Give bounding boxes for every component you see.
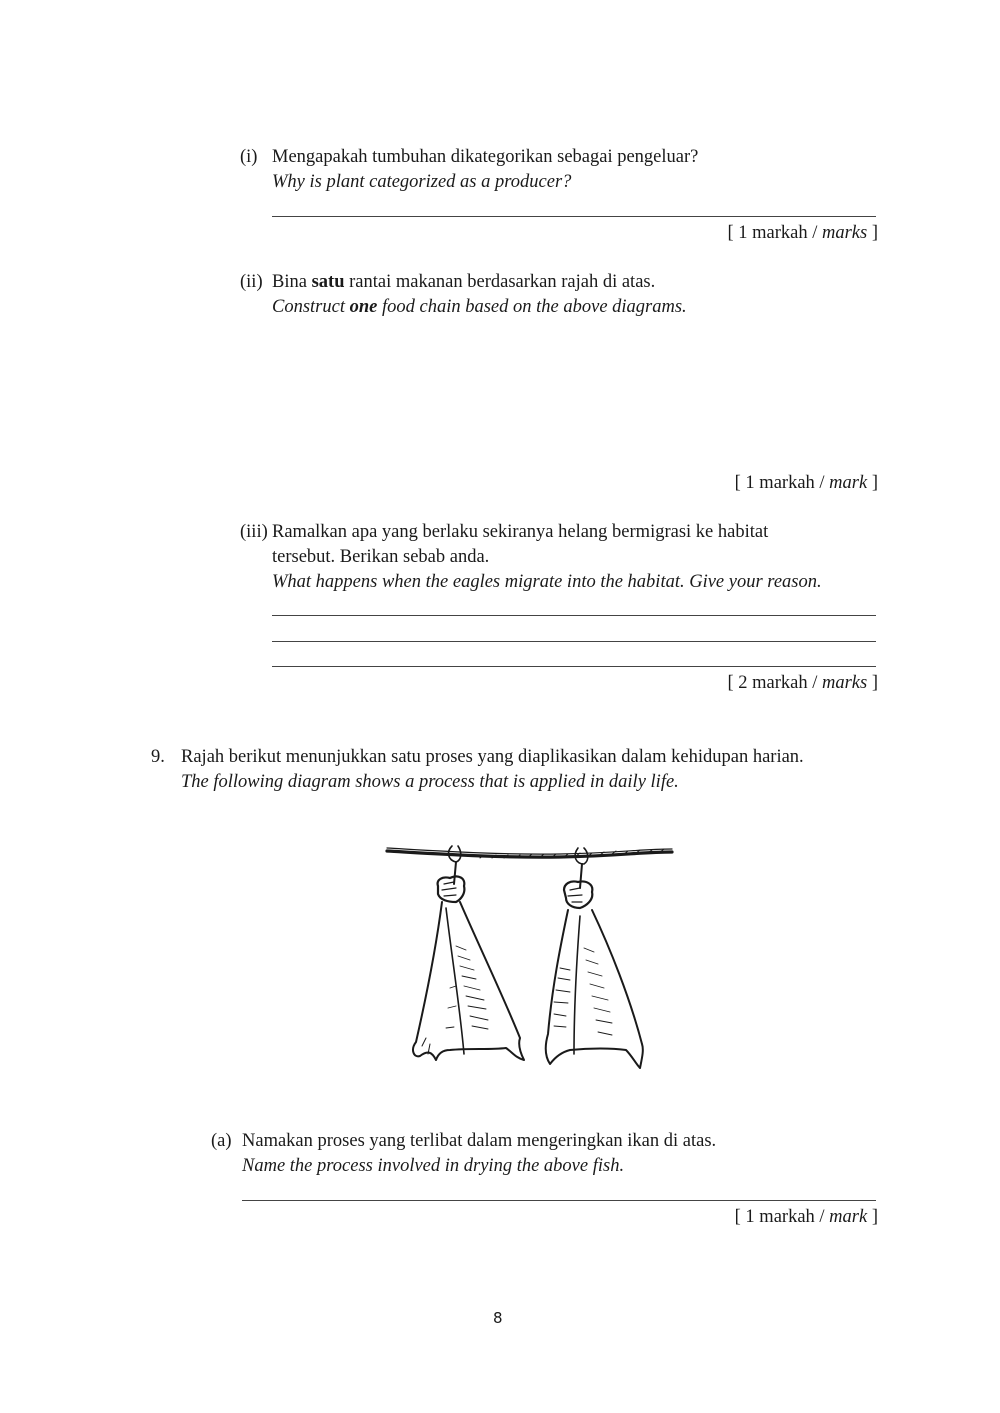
q-iii-answer-line-2[interactable] [272, 641, 876, 642]
q-iii-answer-line-3[interactable] [272, 666, 876, 667]
q9a-marks: [ 1 markah / mark ] [734, 1207, 878, 1227]
q-iii-label: (iii) [240, 522, 268, 542]
q-ii-english: Construct one food chain based on the above diagrams. [272, 297, 687, 317]
q9a-answer-line[interactable] [242, 1200, 876, 1201]
q-iii-english: What happens when the eagles migrate into the habitat. Give your reason. [272, 572, 822, 592]
clothesline-rope [387, 848, 672, 858]
right-hanging-fish [546, 848, 643, 1068]
q-ii-label: (ii) [240, 272, 263, 292]
q9a-label: (a) [211, 1131, 232, 1151]
q9a-english: Name the process involved in drying the above fish. [242, 1156, 625, 1176]
q9-malay: Rajah berikut menunjukkan satu proses yang diaplikasikan dalam kehidupan harian. [181, 747, 804, 767]
q-ii-marks: [ 1 markah / mark ] [734, 473, 878, 493]
q9-number: 9. [151, 747, 165, 767]
q-ii-malay: Bina satu rantai makanan berdasarkan rajah di atas. [272, 272, 656, 292]
q-i-english: Why is plant categorized as a producer? [272, 172, 572, 192]
q-iii-answer-line-1[interactable] [272, 615, 876, 616]
drying-fish-illustration [380, 838, 680, 1083]
q9a-malay: Namakan proses yang terlibat dalam mengeringkan ikan di atas. [242, 1131, 717, 1151]
q-iii-marks: [ 2 markah / marks ] [727, 673, 878, 693]
q-ii-answer-space[interactable] [272, 330, 876, 460]
q-iii-malay-line2: tersebut. Berikan sebab anda. [272, 547, 490, 567]
left-hanging-fish [413, 846, 524, 1060]
page-number: 8 [493, 1309, 503, 1327]
q-i-label: (i) [240, 147, 258, 167]
q-iii-malay-line1: Ramalkan apa yang berlaku sekiranya helang bermigrasi ke habitat [272, 522, 769, 542]
q9-english: The following diagram shows a process that is applied in daily life. [181, 772, 679, 792]
q-i-malay: Mengapakah tumbuhan dikategorikan sebagai pengeluar? [272, 147, 699, 167]
q-i-answer-line[interactable] [272, 216, 876, 217]
q-i-marks: [ 1 markah / marks ] [727, 223, 878, 243]
